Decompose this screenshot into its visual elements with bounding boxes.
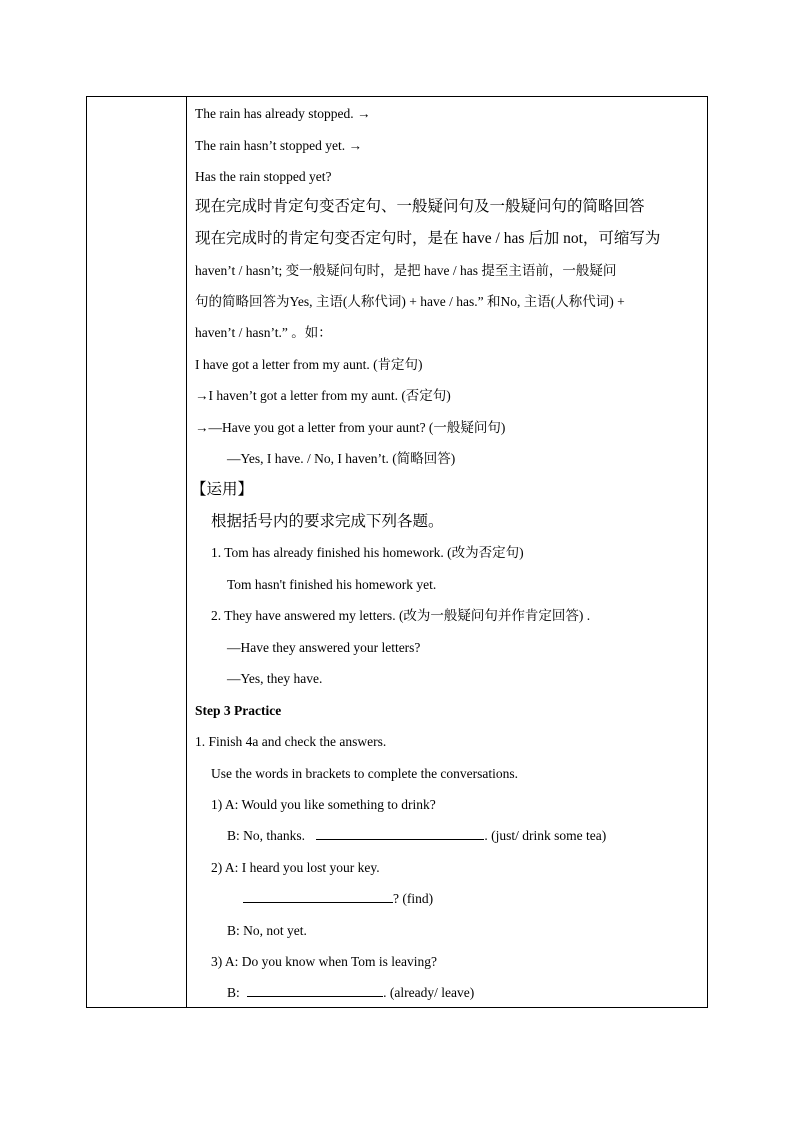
- answer-blank[interactable]: [243, 890, 393, 903]
- text-line: The rain hasn’t stopped yet. →: [195, 138, 362, 153]
- section-heading: 【运用】: [191, 481, 254, 498]
- step-heading: Step 3 Practice: [195, 703, 282, 718]
- instruction-line: 根据括号内的要求完成下列各题。: [211, 513, 444, 530]
- answer-blank[interactable]: [247, 984, 383, 997]
- exercise-line: 1. Finish 4a and check the answers.: [195, 734, 387, 749]
- exercise-line: [227, 827, 606, 845]
- table-left-cell: [87, 97, 187, 1007]
- text-line: The rain has already stopped. →: [195, 106, 371, 121]
- line-text: ? (find): [393, 891, 434, 906]
- line-text: . (already/ leave): [383, 985, 475, 1000]
- text-line: haven’t / hasn’t; 变一般疑问句时，是把 have / has 提至主语前，一般疑问: [195, 263, 617, 278]
- instruction-line: Use the words in brackets to complete the conversations.: [211, 766, 519, 781]
- answer-line: —Have they answered your letters?: [227, 640, 421, 655]
- exercise-line: 1) A: Would you like something to drink?: [211, 797, 436, 812]
- answer-blank[interactable]: [316, 827, 484, 840]
- example-line: →I haven’t got a letter from my aunt. (否定句): [195, 388, 451, 403]
- text-line: 现在完成时的肯定句变否定句时，是在 have / has 后加 not，可缩写为: [195, 230, 661, 247]
- example-line: →—Have you got a letter from your aunt? (一般疑问句): [195, 420, 506, 435]
- text-line: Has the rain stopped yet?: [195, 169, 332, 184]
- exercise-line: [227, 984, 474, 1002]
- exercise-line: [243, 890, 433, 908]
- text-line: 句的简略回答为Yes, 主语(人称代词) + have / has.” 和No, 主语(人称代词) +: [195, 294, 625, 309]
- exercise-line: 2. They have answered my letters. (改为一般疑问句并作肯定回答) .: [211, 608, 591, 623]
- answer-line: Tom hasn't finished his homework yet.: [227, 577, 437, 592]
- example-line: I have got a letter from my aunt. (肯定句): [195, 357, 423, 372]
- answer-line: —Yes, they have.: [227, 671, 323, 686]
- text-line: haven’t / hasn’t.” 。如：: [195, 325, 332, 340]
- exercise-line: 3) A: Do you know when Tom is leaving?: [211, 954, 438, 969]
- line-text: B:: [227, 985, 240, 1000]
- table-content-cell: [187, 97, 707, 1007]
- exercise-line: B: No, not yet.: [227, 923, 307, 938]
- line-text: B: No, thanks.: [227, 828, 306, 843]
- line-text: . (just/ drink some tea): [484, 828, 607, 843]
- example-line: —Yes, I have. / No, I haven’t. (简略回答): [227, 451, 456, 466]
- exercise-line: 1. Tom has already finished his homework. (改为否定句): [211, 545, 524, 560]
- lesson-table: [86, 96, 708, 1008]
- section-heading: 现在完成时肯定句变否定句、一般疑问句及一般疑问句的简略回答: [195, 198, 645, 215]
- exercise-line: 2) A: I heard you lost your key.: [211, 860, 380, 875]
